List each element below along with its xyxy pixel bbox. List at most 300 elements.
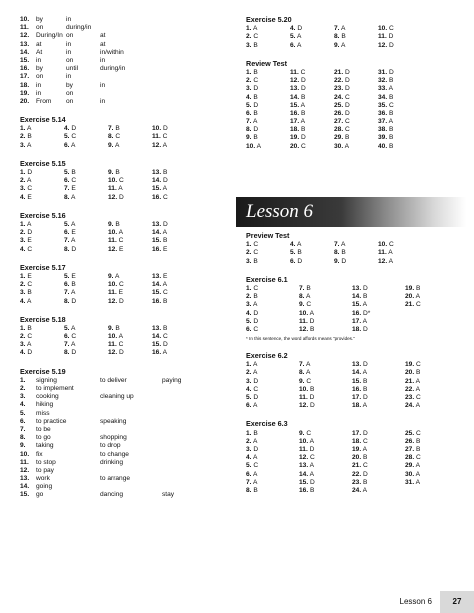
answer-row — [246, 378, 458, 386]
answer-row — [246, 369, 458, 377]
answer-row — [246, 102, 458, 110]
answer-cell: 7. A — [299, 361, 311, 369]
answer-cell: 4. A — [246, 454, 258, 462]
answer-section — [20, 212, 230, 254]
answer-cell: on — [66, 97, 74, 105]
answer-row — [246, 249, 458, 257]
section-heading: Exercise 5.17 — [20, 262, 66, 272]
answer-cell: 6. C — [246, 325, 259, 333]
answer-cell: in — [66, 48, 72, 56]
answer-section — [246, 420, 458, 495]
answer-cell: at — [100, 32, 106, 40]
answer-cell: 7. — [20, 425, 26, 433]
answer-cell: 20. A — [405, 293, 421, 301]
answer-cell: 10. B — [299, 385, 315, 393]
answer-cell — [100, 401, 162, 409]
answer-row — [20, 237, 230, 245]
answer-cell: speaking — [100, 417, 127, 425]
answer-row — [246, 310, 458, 318]
section-heading: Preview Test — [246, 231, 290, 240]
answer-cell: 12. A — [378, 257, 394, 265]
answer-cell: 22. A — [405, 385, 421, 393]
answer-cell: 6. B — [64, 281, 76, 289]
answer-row — [20, 451, 230, 459]
answer-row — [246, 301, 458, 309]
answer-cell: 6. D — [290, 257, 303, 265]
section-heading: Exercise 5.16 — [20, 210, 66, 220]
answer-cell — [162, 385, 202, 393]
answer-cell: 14. C — [152, 333, 168, 341]
answer-cell: 12. D — [108, 193, 124, 201]
answer-cell: 18. B — [290, 126, 306, 134]
answer-cell: 10. — [20, 16, 30, 23]
answer-cell — [405, 318, 455, 326]
answer-row — [20, 57, 230, 65]
answer-row — [20, 442, 230, 450]
answer-row — [20, 349, 230, 357]
answer-cell: 23. D — [334, 85, 350, 93]
answer-cell: 6. C — [64, 177, 77, 185]
answer-cell: 14. A — [152, 281, 168, 289]
banner-fade-band — [386, 197, 466, 227]
answer-cell: 11. A — [378, 249, 393, 257]
answer-row — [20, 475, 230, 483]
answer-cell: 7. A — [334, 241, 346, 249]
answer-cell: 17. — [20, 73, 30, 81]
answer-cell: 39. B — [378, 134, 394, 142]
answer-row — [246, 143, 458, 151]
answer-cell: miss — [36, 409, 50, 417]
answer-cell: 16. — [20, 65, 30, 73]
answer-cell: 12. D — [108, 349, 124, 357]
section-heading: Exercise 5.20 — [246, 15, 292, 24]
answer-cell: in — [100, 81, 106, 89]
answer-cell: 7. B — [299, 284, 311, 292]
answer-row — [246, 326, 458, 334]
answer-row — [246, 471, 458, 479]
answer-cell: 12. C — [299, 454, 315, 462]
answer-cell: 29. B — [334, 134, 350, 142]
answer-cell: 3. A — [20, 341, 32, 349]
answer-cell: 5. E — [64, 272, 76, 280]
answer-cell: by — [36, 65, 43, 73]
answer-cell: on — [36, 73, 44, 81]
answer-cell: 3. D — [246, 446, 259, 453]
answer-cell: 12. A — [152, 141, 168, 149]
answer-cell: 1. A — [246, 361, 258, 369]
answer-cell: 5. — [20, 409, 26, 417]
answer-cell: 12. D — [108, 297, 124, 305]
answer-row — [20, 194, 230, 202]
answer-cell: 20. C — [290, 142, 306, 150]
answer-cell: 8. D — [246, 126, 259, 134]
answer-cell: 5. C — [64, 133, 77, 141]
page-number: 27 — [440, 591, 474, 613]
answer-cell: to practice — [36, 417, 67, 425]
answer-cell: by — [66, 81, 73, 89]
answer-cell — [100, 426, 162, 434]
answer-cell: 17. A — [290, 118, 306, 126]
answer-cell: 15. B — [152, 237, 168, 245]
answer-cell: on — [66, 56, 74, 64]
right-column-bottom — [246, 232, 458, 505]
answer-cell: 13. B — [152, 169, 168, 177]
answer-row — [20, 459, 230, 467]
answer-cell: 5. D — [246, 101, 259, 109]
answer-cell: 10. C — [108, 281, 124, 289]
answer-cell: 2. B — [20, 133, 32, 141]
answer-row — [20, 229, 230, 237]
answer-cell: 11. C — [108, 237, 124, 245]
answer-cell: 6. B — [246, 109, 258, 117]
answer-cell: 1. B — [246, 429, 258, 437]
answer-cell: 7. B — [108, 125, 120, 133]
answer-cell — [162, 459, 202, 467]
answer-cell — [133, 82, 173, 90]
answer-cell: 32. B — [378, 77, 394, 85]
answer-cell: 19. C — [405, 361, 421, 369]
answer-cell: dancing — [100, 491, 124, 499]
answer-cell: in — [36, 56, 42, 64]
answer-cell: in — [100, 97, 106, 105]
answer-cell: going — [36, 483, 53, 491]
answer-cell: 7. A — [64, 341, 76, 349]
answer-cell: 29. A — [405, 462, 421, 470]
answer-cell: during/in — [100, 65, 126, 73]
answer-cell: 3. C — [20, 185, 33, 193]
page-footer — [400, 591, 474, 613]
answer-cell — [405, 487, 455, 495]
answer-row — [246, 318, 458, 326]
answer-cell: in — [36, 89, 42, 97]
answer-cell: 1. C — [246, 284, 259, 292]
answer-cell: 9. A — [108, 272, 120, 280]
answer-cell: 4. E — [20, 193, 32, 201]
answer-row — [246, 487, 458, 495]
answer-cell: 5. A — [64, 220, 76, 228]
answer-cell: in — [66, 16, 72, 23]
answer-cell — [100, 467, 162, 475]
answer-row — [20, 98, 230, 106]
answer-cell: 8. C — [108, 133, 121, 141]
answer-row — [246, 293, 458, 301]
answer-row — [20, 483, 230, 491]
answer-cell: 7. A — [64, 237, 76, 245]
answer-cell: 21. D — [334, 68, 350, 76]
answer-cell — [162, 410, 202, 418]
answer-cell: 8. B — [334, 249, 346, 257]
answer-cell: 8. A — [299, 369, 311, 377]
answer-cell: 18. C — [352, 437, 368, 445]
answer-cell: 3. D — [246, 377, 259, 385]
answer-row — [246, 85, 458, 93]
answer-cell — [100, 73, 133, 81]
answer-row — [20, 418, 230, 426]
answer-row — [20, 133, 230, 141]
answer-cell: 9. B — [108, 169, 120, 177]
answer-cell: 2. — [20, 385, 26, 393]
answer-cell: 20. B — [352, 454, 368, 462]
answer-cell: 14. — [20, 483, 30, 491]
answer-cell: 6. E — [64, 229, 76, 237]
answer-cell: 15. C — [152, 289, 168, 297]
answer-cell: 8. D — [64, 349, 77, 357]
answer-cell: 13. A — [299, 462, 315, 470]
answer-row — [246, 402, 458, 410]
answer-cell: in/within — [100, 48, 124, 56]
answer-cell: 12. D — [378, 41, 394, 49]
answer-row — [246, 430, 458, 438]
answer-cell: 15. — [20, 491, 30, 499]
answer-cell: 15. B — [352, 377, 368, 385]
answer-cell: 1. A — [246, 25, 258, 33]
answer-row — [20, 24, 230, 32]
answer-cell: 8. B — [334, 33, 346, 41]
answer-cell: 5. A — [290, 33, 302, 41]
answer-cell: at — [100, 40, 106, 48]
answer-cell: 8. — [20, 434, 26, 442]
lesson-title: Lesson 6 — [246, 201, 314, 222]
answer-row — [20, 426, 230, 434]
answer-row — [20, 177, 230, 185]
answer-cell: cooking — [36, 393, 59, 401]
answer-cell — [100, 90, 133, 98]
answer-cell: in — [66, 73, 72, 81]
answer-cell — [133, 65, 173, 73]
answer-cell: 20. B — [405, 369, 421, 377]
answer-cell: 22. D — [352, 470, 368, 478]
answer-row — [20, 325, 230, 333]
answer-cell — [133, 57, 173, 65]
answer-cell: 8. A — [299, 293, 311, 301]
answer-row — [20, 185, 230, 193]
answer-cell: to implement — [36, 385, 74, 393]
answer-cell: 15. D — [299, 478, 315, 486]
answer-cell: 4. D — [64, 125, 77, 133]
answer-cell: 6. A — [246, 470, 258, 478]
answer-cell: 11. D — [299, 317, 315, 325]
answer-cell: 4. C — [246, 385, 259, 393]
answer-cell: 15. D — [152, 341, 168, 349]
answer-cell: 5. D — [246, 394, 259, 402]
answer-cell: 6. — [20, 417, 26, 425]
answer-row — [246, 77, 458, 85]
answer-cell: 28. C — [334, 126, 350, 134]
answer-cell: 21. C — [405, 301, 421, 309]
answer-cell: until — [66, 65, 79, 73]
answer-cell — [133, 16, 173, 24]
answer-row — [246, 241, 458, 249]
answer-section — [20, 116, 230, 150]
answer-cell: 15. A — [152, 185, 168, 193]
answer-row — [20, 90, 230, 98]
answer-cell: 4. C — [20, 245, 33, 253]
answer-cell: 6. A — [246, 402, 258, 410]
answer-cell: 15. A — [290, 101, 306, 109]
answer-cell: 1. E — [20, 272, 32, 280]
answer-cell: fix — [36, 450, 43, 458]
answer-cell: 21. A — [405, 377, 421, 385]
answer-cell: at — [36, 40, 42, 48]
answer-cell — [162, 467, 202, 475]
answer-section — [246, 232, 458, 266]
answer-row — [20, 273, 230, 281]
answer-cell: 7. E — [64, 185, 76, 193]
answer-cell: 14. A — [352, 369, 368, 377]
answer-cell: 8. D — [64, 297, 77, 305]
answer-cell — [100, 24, 133, 32]
answer-cell: 11. C — [108, 341, 124, 349]
answer-row — [20, 49, 230, 57]
answer-row — [20, 491, 230, 499]
answer-cell: 12. — [20, 32, 30, 40]
answer-row — [246, 361, 458, 369]
answer-cell: 14. A — [299, 470, 315, 478]
answer-cell: 10. C — [378, 241, 394, 249]
section-heading: Review Test — [246, 58, 288, 68]
answer-cell: 37. A — [378, 118, 394, 126]
answer-cell: 14. D — [152, 177, 168, 185]
answer-cell: 11. E — [108, 289, 124, 297]
answer-cell: 7. A — [64, 289, 76, 297]
answer-cell: 11. C — [290, 68, 306, 76]
answer-cell: 13. D — [290, 85, 306, 93]
section-heading: Exercise 5.19 — [20, 366, 66, 376]
answer-cell: 2. D — [20, 229, 33, 237]
right-column-top — [246, 16, 458, 161]
answer-cell — [133, 41, 173, 49]
answer-cell: From — [36, 97, 52, 105]
answer-cell — [162, 426, 202, 434]
answer-cell: stay — [162, 491, 175, 499]
answer-cell: 14. B — [290, 93, 306, 101]
answer-cell: 19. D — [290, 134, 306, 142]
answer-cell: by — [36, 16, 43, 23]
answer-section — [20, 368, 230, 500]
lesson-banner — [236, 197, 466, 227]
answer-row — [20, 142, 230, 150]
answer-cell: in — [36, 81, 42, 89]
answer-cell: 3. B — [246, 257, 258, 265]
answer-cell: 7. A — [246, 478, 258, 486]
answer-cell: 12. D — [299, 402, 315, 410]
answer-cell: 30. A — [405, 470, 421, 478]
answer-cell: cleaning up — [100, 393, 134, 401]
answer-cell — [100, 16, 133, 24]
answer-cell: 38. B — [378, 126, 394, 134]
footer-lesson-label: Lesson 6 — [399, 596, 432, 606]
answer-section — [246, 60, 458, 151]
answer-row — [20, 82, 230, 90]
answer-cell: 4. A — [20, 297, 32, 305]
answer-cell: 5. C — [246, 462, 259, 470]
answer-cell: 25. C — [405, 429, 421, 437]
answer-cell — [405, 310, 455, 318]
answer-row — [246, 258, 458, 266]
answer-cell: 17. A — [352, 317, 368, 325]
answer-cell: 5. D — [246, 317, 259, 325]
answer-cell: 2. A — [246, 369, 258, 377]
section-heading: Exercise 5.18 — [20, 314, 66, 324]
answer-row — [246, 479, 458, 487]
answer-row — [20, 434, 230, 442]
answer-cell: 10. C — [378, 25, 394, 33]
answer-cell — [100, 483, 162, 491]
answer-cell: 11. — [20, 458, 29, 466]
left-column — [20, 16, 230, 510]
answer-cell: 8. B — [246, 486, 258, 494]
answer-row — [246, 94, 458, 102]
answer-cell: signing — [36, 376, 57, 384]
answer-cell: 14. B — [352, 293, 368, 301]
answer-cell: 13. — [20, 40, 30, 48]
answer-row — [246, 454, 458, 462]
answer-cell: 9. A — [108, 141, 120, 149]
answer-cell: 1. C — [246, 241, 259, 249]
answer-cell: 16. C — [152, 193, 168, 201]
answer-cell: 11. D — [299, 446, 315, 453]
answer-cell: At — [36, 48, 43, 56]
answer-cell: 11. C — [152, 133, 168, 141]
answer-cell: 27. C — [334, 118, 350, 126]
answer-row — [20, 341, 230, 349]
answer-cell: hiking — [36, 401, 54, 409]
answer-cell: 20. — [20, 97, 30, 105]
answer-cell: 3. A — [246, 301, 258, 309]
answer-row — [246, 394, 458, 402]
answer-row — [20, 467, 230, 475]
answer-row — [246, 386, 458, 394]
answer-row — [20, 377, 230, 385]
answer-row — [246, 285, 458, 293]
answer-cell: 10. A — [299, 309, 315, 317]
answer-cell: to deliver — [100, 376, 127, 384]
answer-cell: 27. B — [405, 446, 421, 453]
answer-cell: 9. — [20, 442, 26, 450]
answer-cell — [162, 401, 202, 409]
section-heading: Exercise 6.1 — [246, 274, 288, 284]
answer-cell: 26. B — [405, 437, 421, 445]
answer-cell: 22. D — [334, 77, 350, 85]
answer-row — [246, 69, 458, 77]
answer-cell: 10. — [20, 450, 30, 458]
answer-cell — [162, 418, 202, 426]
answer-cell: 2. B — [246, 293, 258, 301]
answer-row — [20, 281, 230, 289]
answer-cell: 13. — [20, 475, 30, 483]
answer-row — [246, 25, 458, 33]
answer-cell: 16. B — [290, 109, 306, 117]
answer-cell: 23. B — [352, 478, 368, 486]
answer-cell: 1. A — [20, 220, 32, 228]
answer-cell: 24. A — [405, 402, 421, 410]
answer-cell: 3. E — [20, 237, 32, 245]
answer-section — [20, 264, 230, 306]
answer-cell — [162, 475, 202, 483]
answer-cell: 19. A — [352, 446, 368, 453]
answer-cell: 3. — [20, 393, 26, 401]
answer-cell: to drop — [100, 442, 121, 450]
answer-cell — [162, 393, 202, 401]
answer-row — [20, 16, 230, 24]
answer-row — [20, 246, 230, 254]
answer-row — [20, 401, 230, 409]
answer-cell — [133, 49, 173, 57]
answer-cell: 11. D — [299, 394, 315, 402]
answer-cell: 10. A — [108, 333, 124, 341]
answer-cell: 35. C — [378, 101, 394, 109]
answer-cell: drinking — [100, 458, 124, 466]
